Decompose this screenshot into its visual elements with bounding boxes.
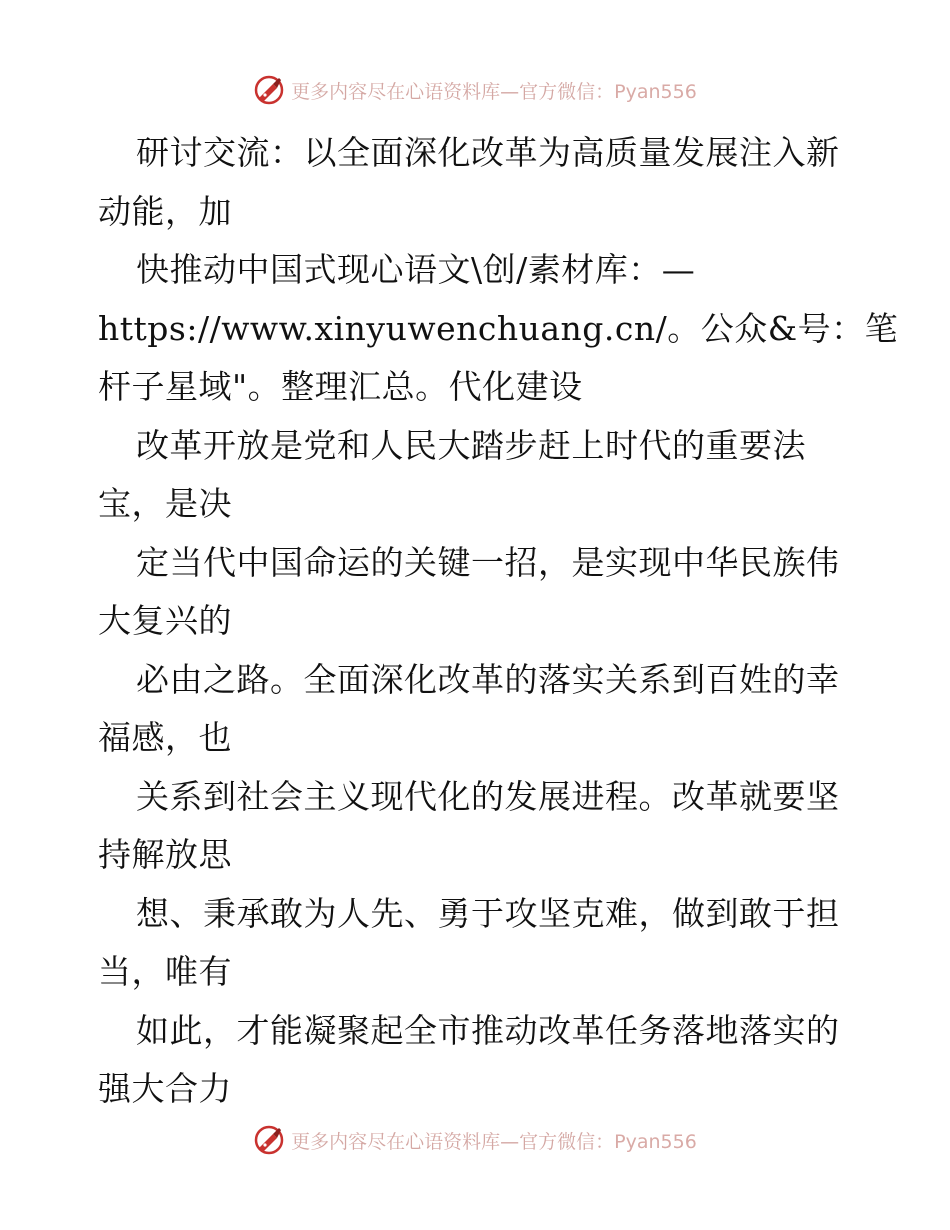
watermark-text: 更多内容尽在心语资料库—官方微信：Pyan556 (291, 80, 697, 103)
paragraph-line: 大复兴的 (98, 601, 232, 640)
paragraph-line: 必由之路。全面深化改革的落实关系到百姓的幸 (136, 659, 840, 699)
paragraph-line: 动能，加 (98, 191, 232, 231)
paragraph-line: 想、秉承敢为人先、勇于攻坚克难，做到敢于担 (136, 893, 840, 933)
paragraph-line: 宝，是决 (98, 484, 232, 523)
paragraph-line: 研讨交流：以全面深化改革为高质量发展注入新 (136, 133, 840, 172)
paragraph-line: 杆子星域"。整理汇总。代化建设 (98, 367, 583, 406)
footer-watermark (0, 1120, 950, 1160)
paragraph-line: 强大合力 (98, 1069, 232, 1108)
pen-nib-logo-icon (253, 74, 285, 106)
paragraph-line: 改革开放是党和人民大踏步赶上时代的重要法 (136, 425, 806, 465)
paragraph-line: https://www.xinyuwenchuang.cn/。公众&号：笔 (98, 308, 899, 348)
watermark-handle: Pyan556 (614, 80, 697, 103)
paragraph-line: 如此，才能凝聚起全市推动改革任务落地落实的 (136, 1010, 840, 1050)
paragraph-line: 关系到社会主义现代化的发展进程。改革就要坚 (136, 776, 840, 816)
header-watermark (0, 70, 950, 110)
watermark-text: 更多内容尽在心语资料库—官方微信：Pyan556 (291, 1130, 697, 1153)
paragraph-line: 定当代中国命运的关键一招，是实现中华民族伟 (136, 542, 840, 582)
watermark-handle: Pyan556 (614, 1130, 697, 1153)
pen-nib-logo-icon (253, 1124, 285, 1156)
paragraph-line: 福感，也 (98, 718, 232, 757)
paragraph-line: 快推动中国式现心语文\创/素材库：— (136, 250, 696, 289)
document-body (98, 124, 899, 1119)
paragraph-line: 当，唯有 (98, 952, 232, 991)
paragraph-line: 持解放思 (98, 835, 232, 874)
